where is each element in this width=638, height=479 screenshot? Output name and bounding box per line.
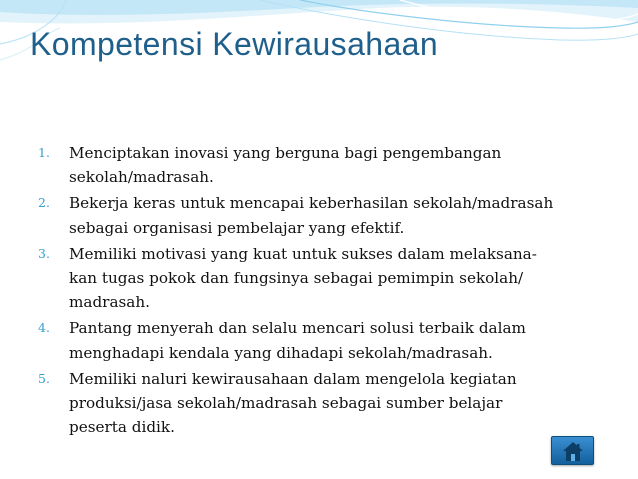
list-number: 4. xyxy=(38,320,50,336)
list-item-line: Menciptakan inovasi yang berguna bagi pengembangan xyxy=(69,144,502,162)
competency-list xyxy=(38,141,608,441)
list-item xyxy=(38,191,608,240)
list-item-line: Bekerja keras untuk mencapai keberhasilan sekolah/madrasah xyxy=(69,194,554,213)
list-item xyxy=(38,316,608,365)
list-item xyxy=(38,367,608,440)
home-button[interactable] xyxy=(551,436,594,465)
list-item-line: menghadapi kendala yang dihadapi sekolah/madrasah. xyxy=(69,343,493,362)
list-number: 2. xyxy=(38,195,50,211)
list-item-line: Pantang menyerah dan selalu mencari solusi terbaik dalam xyxy=(69,319,526,338)
list-number: 3. xyxy=(38,245,50,261)
list-item-line: Memiliki naluri kewirausahaan dalam mengelola kegiatan xyxy=(69,369,517,388)
list-item-line: produksi/jasa sekolah/madrasah sebagai sumber belajar xyxy=(69,394,503,413)
list-item-line: sebagai organisasi pembelajar yang efektif. xyxy=(69,218,405,237)
list-item xyxy=(38,242,608,315)
list-item xyxy=(38,141,608,190)
list-item-line: peserta didik. xyxy=(69,418,175,437)
home-icon xyxy=(562,441,584,462)
slide-title: Kompetensi Kewirausahaan xyxy=(30,26,439,62)
list-item-line: Memiliki motivasi yang kuat untuk sukses dalam melaksana- xyxy=(69,244,537,263)
list-item-line: madrasah. xyxy=(69,293,150,312)
list-number: 1. xyxy=(38,145,50,160)
list-item-line: kan tugas pokok dan fungsinya sebagai pemimpin sekolah/ xyxy=(69,269,524,288)
list-item-line: sekolah/madrasah. xyxy=(69,168,214,187)
list-number: 5. xyxy=(38,370,50,386)
